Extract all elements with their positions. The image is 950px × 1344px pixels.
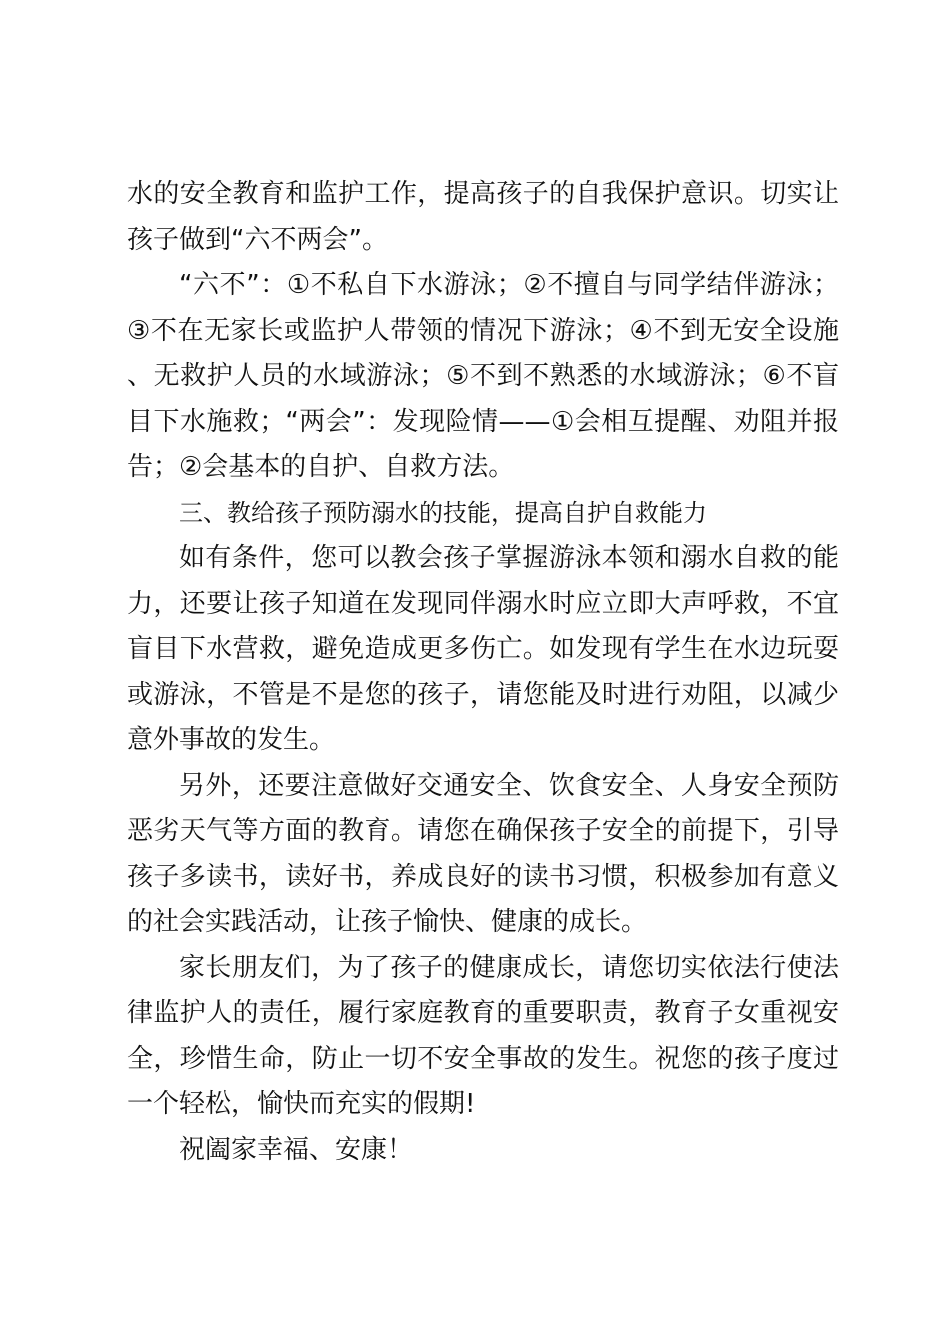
paragraph-other-safety: 另外，还要注意做好交通安全、饮食安全、人身安全预防恶劣天气等方面的教育。请您在确保孩子安全的前提下，引导孩子多读书，读好书，养成良好的读书习惯，积极参加有意义的社会实践活动，让孩子愉快、健康的成长。 [127,770,839,937]
paragraph-swimming-skills: 如有条件，您可以教会孩子掌握游泳本领和溺水自救的能力，还要让孩子知道在发现同伴溺水时应立即大声呼救，不宜盲目下水营救，避免造成更多伤亡。如发现有学生在水边玩耍或游泳，不管是不是您的孩子，请您能及时进行劝阻，以减少意外事故的发生。 [127,543,839,755]
paragraph-six-nots-two-cans: “六不”：①不私自下水游泳；②不擅自与同学结伴游泳；③不在无家长或监护人带领的情况下游泳；④不到无安全设施、无救护人员的水域游泳；⑤不到不熟悉的水域游泳；⑥不盲目下水施救；“两会”：发现险情——①会相互提醒、劝阻并报告；②会基本的自护、自救方法。 [127,270,839,482]
section-heading-three: 三、教给孩子预防溺水的技能，提高自护自救能力 [179,498,707,527]
paragraph-continuation: 水的安全教育和监护工作，提高孩子的自我保护意识。切实让孩子做到“六不两会”。 [127,179,839,255]
paragraph-parents-responsibility: 家长朋友们，为了孩子的健康成长，请您切实依法行使法律监护人的责任，履行家庭教育的重要职责，教育子女重视安全，珍惜生命，防止一切不安全事故的发生。祝您的孩子度过一个轻松，愉快而充实的假期! [127,952,839,1119]
paragraph-closing-wish: 祝阖家幸福、安康！ [179,1134,414,1165]
document-body [127,172,839,1173]
